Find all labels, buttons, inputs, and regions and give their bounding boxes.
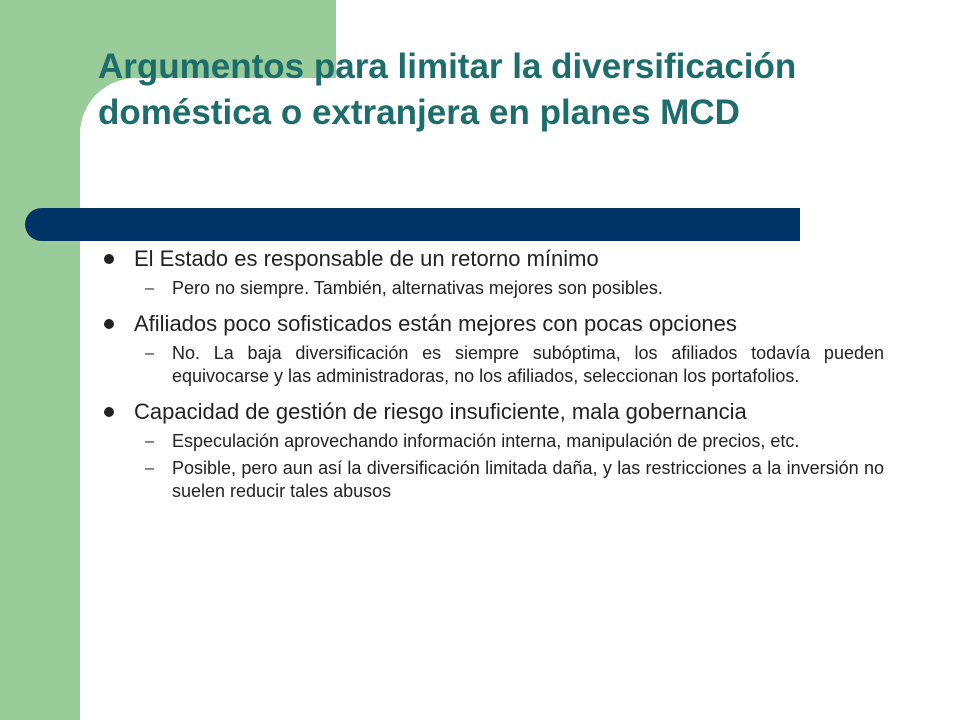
sub-bullet-item (104, 457, 884, 503)
slide-title: Argumentos para limitar la diversificación doméstica o extranjera en planes MCD (98, 47, 797, 132)
sub-bullet-text: No. La baja diversificación es siempre subóptima, los afiliados todavía pueden equivocarse y las administradoras, no los afiliados, seleccionan los portafolios. (172, 343, 884, 386)
slide-content (104, 245, 884, 503)
bullet-item (104, 245, 884, 273)
sub-bullet-item (104, 277, 884, 300)
title-divider-bar (25, 208, 800, 241)
sub-bullet-item (104, 342, 884, 388)
sub-bullet-item (104, 430, 884, 453)
dash-marker: – (145, 460, 154, 477)
bullet-item (104, 398, 884, 426)
bullet-dot-icon (104, 254, 114, 264)
bullet-item (104, 310, 884, 338)
bullet-text: Afiliados poco sofisticados están mejores con pocas opciones (134, 311, 737, 336)
bullet-dot-icon (104, 407, 114, 417)
dash-marker: – (145, 345, 154, 362)
sub-bullet-text: Especulación aprovechando información interna, manipulación de precios, etc. (172, 431, 800, 451)
dash-marker: – (145, 433, 154, 450)
sub-bullet-text: Pero no siempre. También, alternativas mejores son posibles. (172, 278, 663, 298)
bullet-text: Capacidad de gestión de riesgo insuficiente, mala gobernancia (134, 399, 747, 424)
sub-bullet-text: Posible, pero aun así la diversificación limitada daña, y las restricciones a la inversión no suelen reducir tales abusos (172, 458, 884, 501)
bullet-text: El Estado es responsable de un retorno mínimo (134, 246, 599, 271)
bullet-dot-icon (104, 319, 114, 329)
dash-marker: – (145, 280, 154, 297)
